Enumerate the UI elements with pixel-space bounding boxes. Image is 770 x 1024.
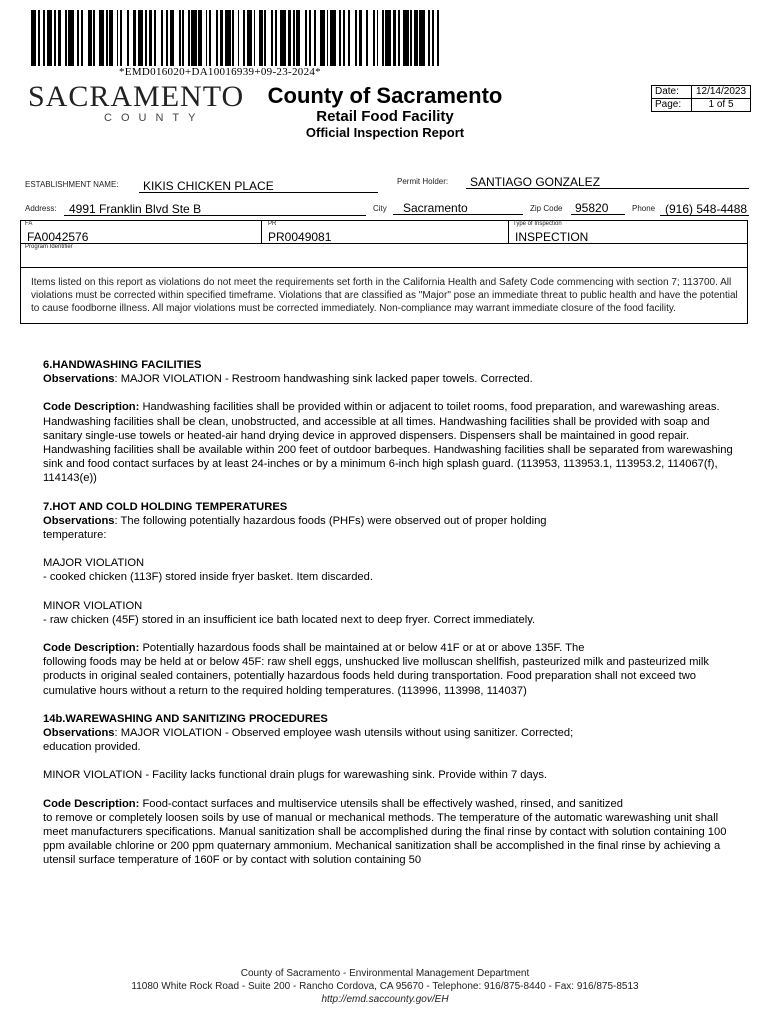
section-14b-code-description: Food-contact surfaces and multiservice utensils shall be effectively washed, rinsed, and sanitized xyxy=(139,797,623,810)
section-7-code-label: Code Description: xyxy=(43,642,140,655)
section-7-major-label: MAJOR VIOLATION xyxy=(43,557,145,570)
program-identifier-label: Program Identifier xyxy=(25,244,73,250)
phone-label: Phone xyxy=(632,204,656,213)
zip-underline xyxy=(571,214,625,215)
section-14b-code-description-cont: to remove or completely loosen soils by use of manual or mechanical methods. The temperature of the automatic warewashing unit shall meet manufacturers specifications. Manual sanitization shall be accomplished during the final rinse by contact with solution containing 100 ppm available chlorine or 200 ppm quaternary ammonium. Mechanical sanitization shall be accomplished in the final rinse by achieving a utensil surface temperature of 160F or by contact with solution containing 50 xyxy=(43,811,727,867)
footer-department: County of Sacramento - Environmental Management Department xyxy=(240,968,530,979)
section-7-major-item: - cooked chicken (113F) stored inside fryer basket. Item discarded. xyxy=(43,571,373,584)
permit-holder: SANTIAGO GONZALEZ xyxy=(470,175,601,189)
city: Sacramento xyxy=(403,201,468,215)
section-6-obs-label: Observations xyxy=(43,373,115,386)
date-value: 12/14/2023 xyxy=(695,86,747,97)
barcode-space xyxy=(439,10,444,66)
program-identifier-row xyxy=(21,243,747,268)
page-subtitle: Retail Food Facility xyxy=(316,108,454,125)
section-7-heading: 7.HOT AND COLD HOLDING TEMPERATURES xyxy=(43,500,288,513)
establishment-name: KIKIS CHICKEN PLACE xyxy=(143,179,274,193)
zip-label: Zip Code xyxy=(530,204,563,213)
establishment-name-label: ESTABLISHMENT NAME: xyxy=(25,180,119,189)
facility-ids-row xyxy=(21,221,747,244)
inspection-type-label: Type of Inspection xyxy=(513,221,562,227)
address-underline xyxy=(64,215,366,216)
section-7-minor-item: - raw chicken (45F) stored in an insufficient ice bath located next to deep fryer. Correct immediately. xyxy=(43,613,536,626)
section-14b-heading: 14b.WAREWASHING AND SANITIZING PROCEDURES xyxy=(43,712,328,725)
zip-code: 95820 xyxy=(575,201,609,215)
date-label: Date: xyxy=(652,86,692,98)
page-label: Page: xyxy=(652,99,692,111)
section-6-heading: 6.HANDWASHING FACILITIES xyxy=(43,359,202,371)
section-6-observation: : MAJOR VIOLATION - Restroom handwashing sink lacked paper towels. Corrected. xyxy=(114,373,533,386)
section-6-code-description: Handwashing facilities shall be provided within or adjacent to toilet rooms, food preparation, and warewashing areas. Handwashing facilities shall be clean, unobstructed, and accessible at all times. Handwashing facilities shall be provided with soap and sanitary single-use towels or heated-air hand drying device in approved dispensers. Dispensers shall be maintained in good repair. Handwashing facilities shall be available within 200 feet of outdoor barbeques. Handwashing facilities shall be separated from warewashing sink and food contact surfaces by at least 24-inches or by a minimum 6-inch high splash guard. (113953, 113953.1, 113953.2, 114067(f), 114143(e)) xyxy=(43,401,733,485)
pr-number: PR0049081 xyxy=(268,230,332,244)
permit-holder-label: Permit Holder: xyxy=(397,177,449,186)
report-title: Official Inspection Report xyxy=(305,125,465,140)
section-7-observation: : The following potentially hazardous foods (PHFs) were observed out of proper holding xyxy=(114,514,547,527)
logo-sub-text: COUNTY xyxy=(104,112,205,124)
violations-notice: Items listed on this report as violations do not meet the requirements set forth in the California Health and Safety Code commencing with section 7; 113700. All violations must be corrected within specified timeframe. Violations that are classified as "Major" pose an immediate threat to public health and have the potential to cause foodborne illness. All major violations must be corrected immediately. Non-compliance may warrant immediate closure of the food facility. xyxy=(31,277,738,314)
footer-address: 11080 White Rock Road - Suite 200 - Rancho Cordova, CA 95670 - Telephone: 916/875-8440 - Fax: 916/875-8513 xyxy=(131,981,639,992)
barcode-text: *EMD016020+DA10016939+09-23-2024* xyxy=(119,66,321,78)
footer-url[interactable]: http://emd.saccounty.gov/EH xyxy=(321,994,449,1005)
section-14b-minor: MINOR VIOLATION - Facility lacks functional drain plugs for warewashing sink. Provide within 7 days. xyxy=(43,769,548,782)
section-7-minor-label: MINOR VIOLATION xyxy=(43,599,143,612)
barcode xyxy=(31,10,445,66)
facility-info-box xyxy=(20,220,748,324)
section-6-code-label: Code Description: xyxy=(43,401,140,414)
section-7-observation-cont: temperature: xyxy=(43,529,107,542)
fa-number: FA0042576 xyxy=(27,230,89,244)
section-14b-observation: : MAJOR VIOLATION - Observed employee wash utensils without using sanitizer. Corrected; xyxy=(114,727,574,740)
date-page-box xyxy=(651,85,751,112)
phone: (916) 548-4488 xyxy=(665,202,748,216)
section-7-code-description-cont: following foods may be held at or below 45F: raw shell eggs, unshucked live molluscan shellfish, pasteurized milk and pasteurized milk products in original sealed containers, potentially hazardous foods held during transportation. Food preparation shall not exceed two cumulative hours without a return to the required holding temperatures. (113996, 113998, 114037) xyxy=(43,656,709,697)
address: 4991 Franklin Blvd Ste B xyxy=(69,202,202,216)
page-title: County of Sacramento xyxy=(267,83,503,108)
permit-underline xyxy=(466,188,749,189)
section-7-code-description: Potentially hazardous foods shall be maintained at or below 41F or at or above 135F. The xyxy=(139,642,585,655)
address-label: Address: xyxy=(25,204,57,213)
city-label: City xyxy=(373,204,387,213)
section-14b-obs-label: Observations xyxy=(43,727,115,740)
name-underline xyxy=(139,192,378,193)
fa-label: FA xyxy=(25,221,33,227)
inspection-type: INSPECTION xyxy=(515,230,589,244)
section-7-obs-label: Observations xyxy=(43,514,115,527)
inspection-findings xyxy=(43,358,733,868)
page-value: 1 of 5 xyxy=(708,99,734,110)
city-underline xyxy=(393,214,523,215)
phone-underline xyxy=(660,215,749,216)
logo-main-text: SACRAMENTO xyxy=(28,80,245,113)
pr-label: PR xyxy=(268,221,277,227)
section-14b-code-label: Code Description: xyxy=(43,797,140,810)
section-14b-observation-cont: education provided. xyxy=(43,741,141,754)
